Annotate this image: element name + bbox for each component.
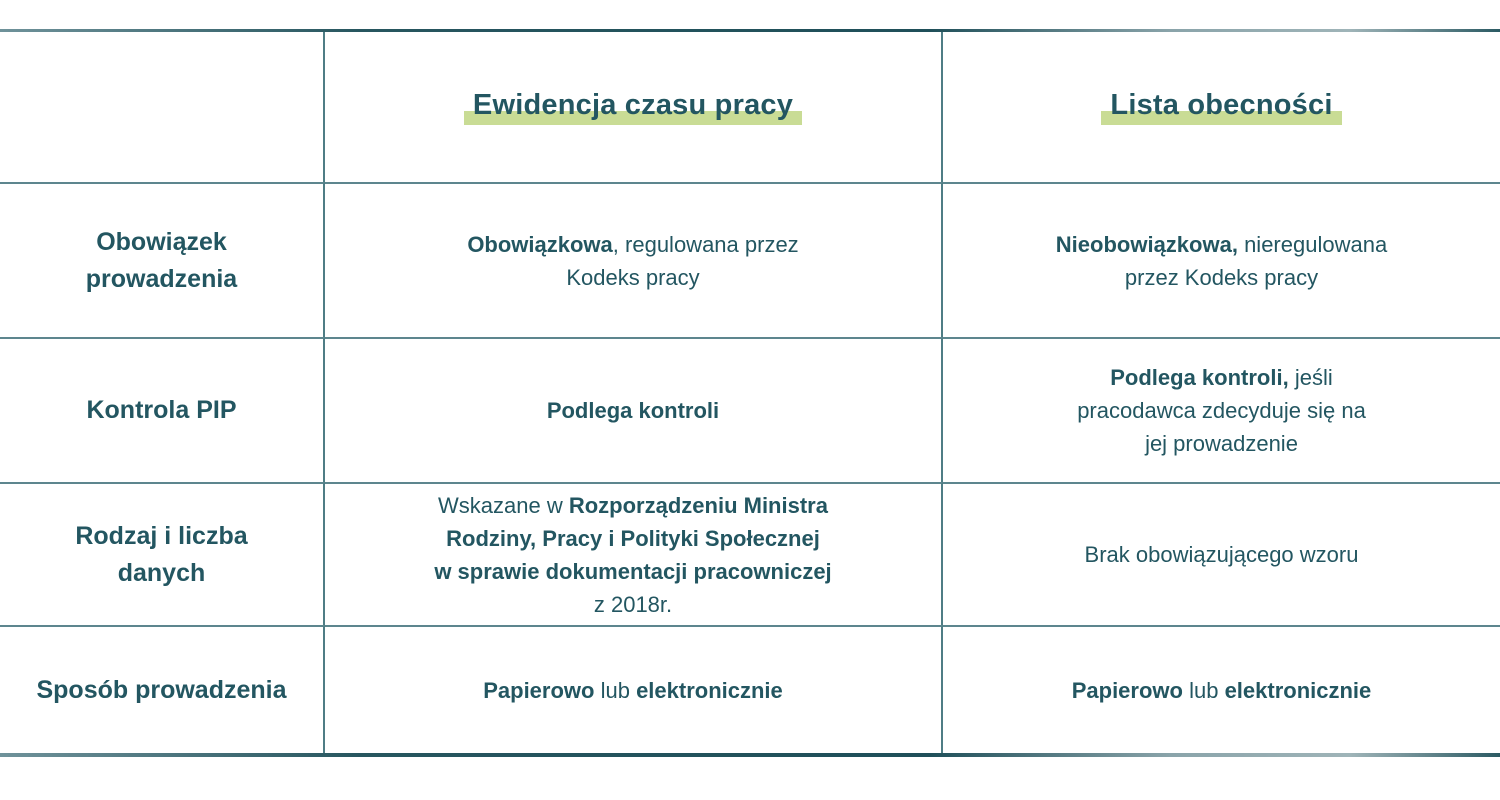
cell-ewidencja-rodzaj-danych: Wskazane w Rozporządzeniu Ministra Rodziny, Pracy i Polityki Społecznej w sprawie dokumentacji pracowniczej z 2018r. [325,482,943,625]
cell-ewidencja-kontrola: Podlega kontroli [325,337,943,482]
row-label-obowiazek-prowadzenia: Obowiązek prowadzenia [0,182,325,337]
cell-lista-sposob: Papierowo lub elektronicznie [943,625,1500,753]
row-label-rodzaj-i-liczba-danych: Rodzaj i liczba danych [0,482,325,625]
cell-lista-rodzaj-danych: Brak obowiązującego wzoru [943,482,1500,625]
corner-cell [0,32,325,182]
cell-ewidencja-sposob: Papierowo lub elektronicznie [325,625,943,753]
cell-ewidencja-obowiazek: Obowiązkowa, regulowana przez Kodeks pracy [325,182,943,337]
comparison-table [0,32,1500,753]
bottom-divider-line [0,753,1500,757]
cell-lista-kontrola: Podlega kontroli, jeśli pracodawca zdecyduje się na jej prowadzenie [943,337,1500,482]
row-label-sposob-prowadzenia: Sposób prowadzenia [0,625,325,753]
row-label-kontrola-pip: Kontrola PIP [0,337,325,482]
column-header-lista [943,32,1500,182]
column-header-label: Ewidencja czasu pracy [464,89,802,125]
column-header-ewidencja [325,32,943,182]
cell-lista-obowiazek: Nieobowiązkowa, nieregulowana przez Kodeks pracy [943,182,1500,337]
column-header-label: Lista obecności [1101,89,1341,125]
